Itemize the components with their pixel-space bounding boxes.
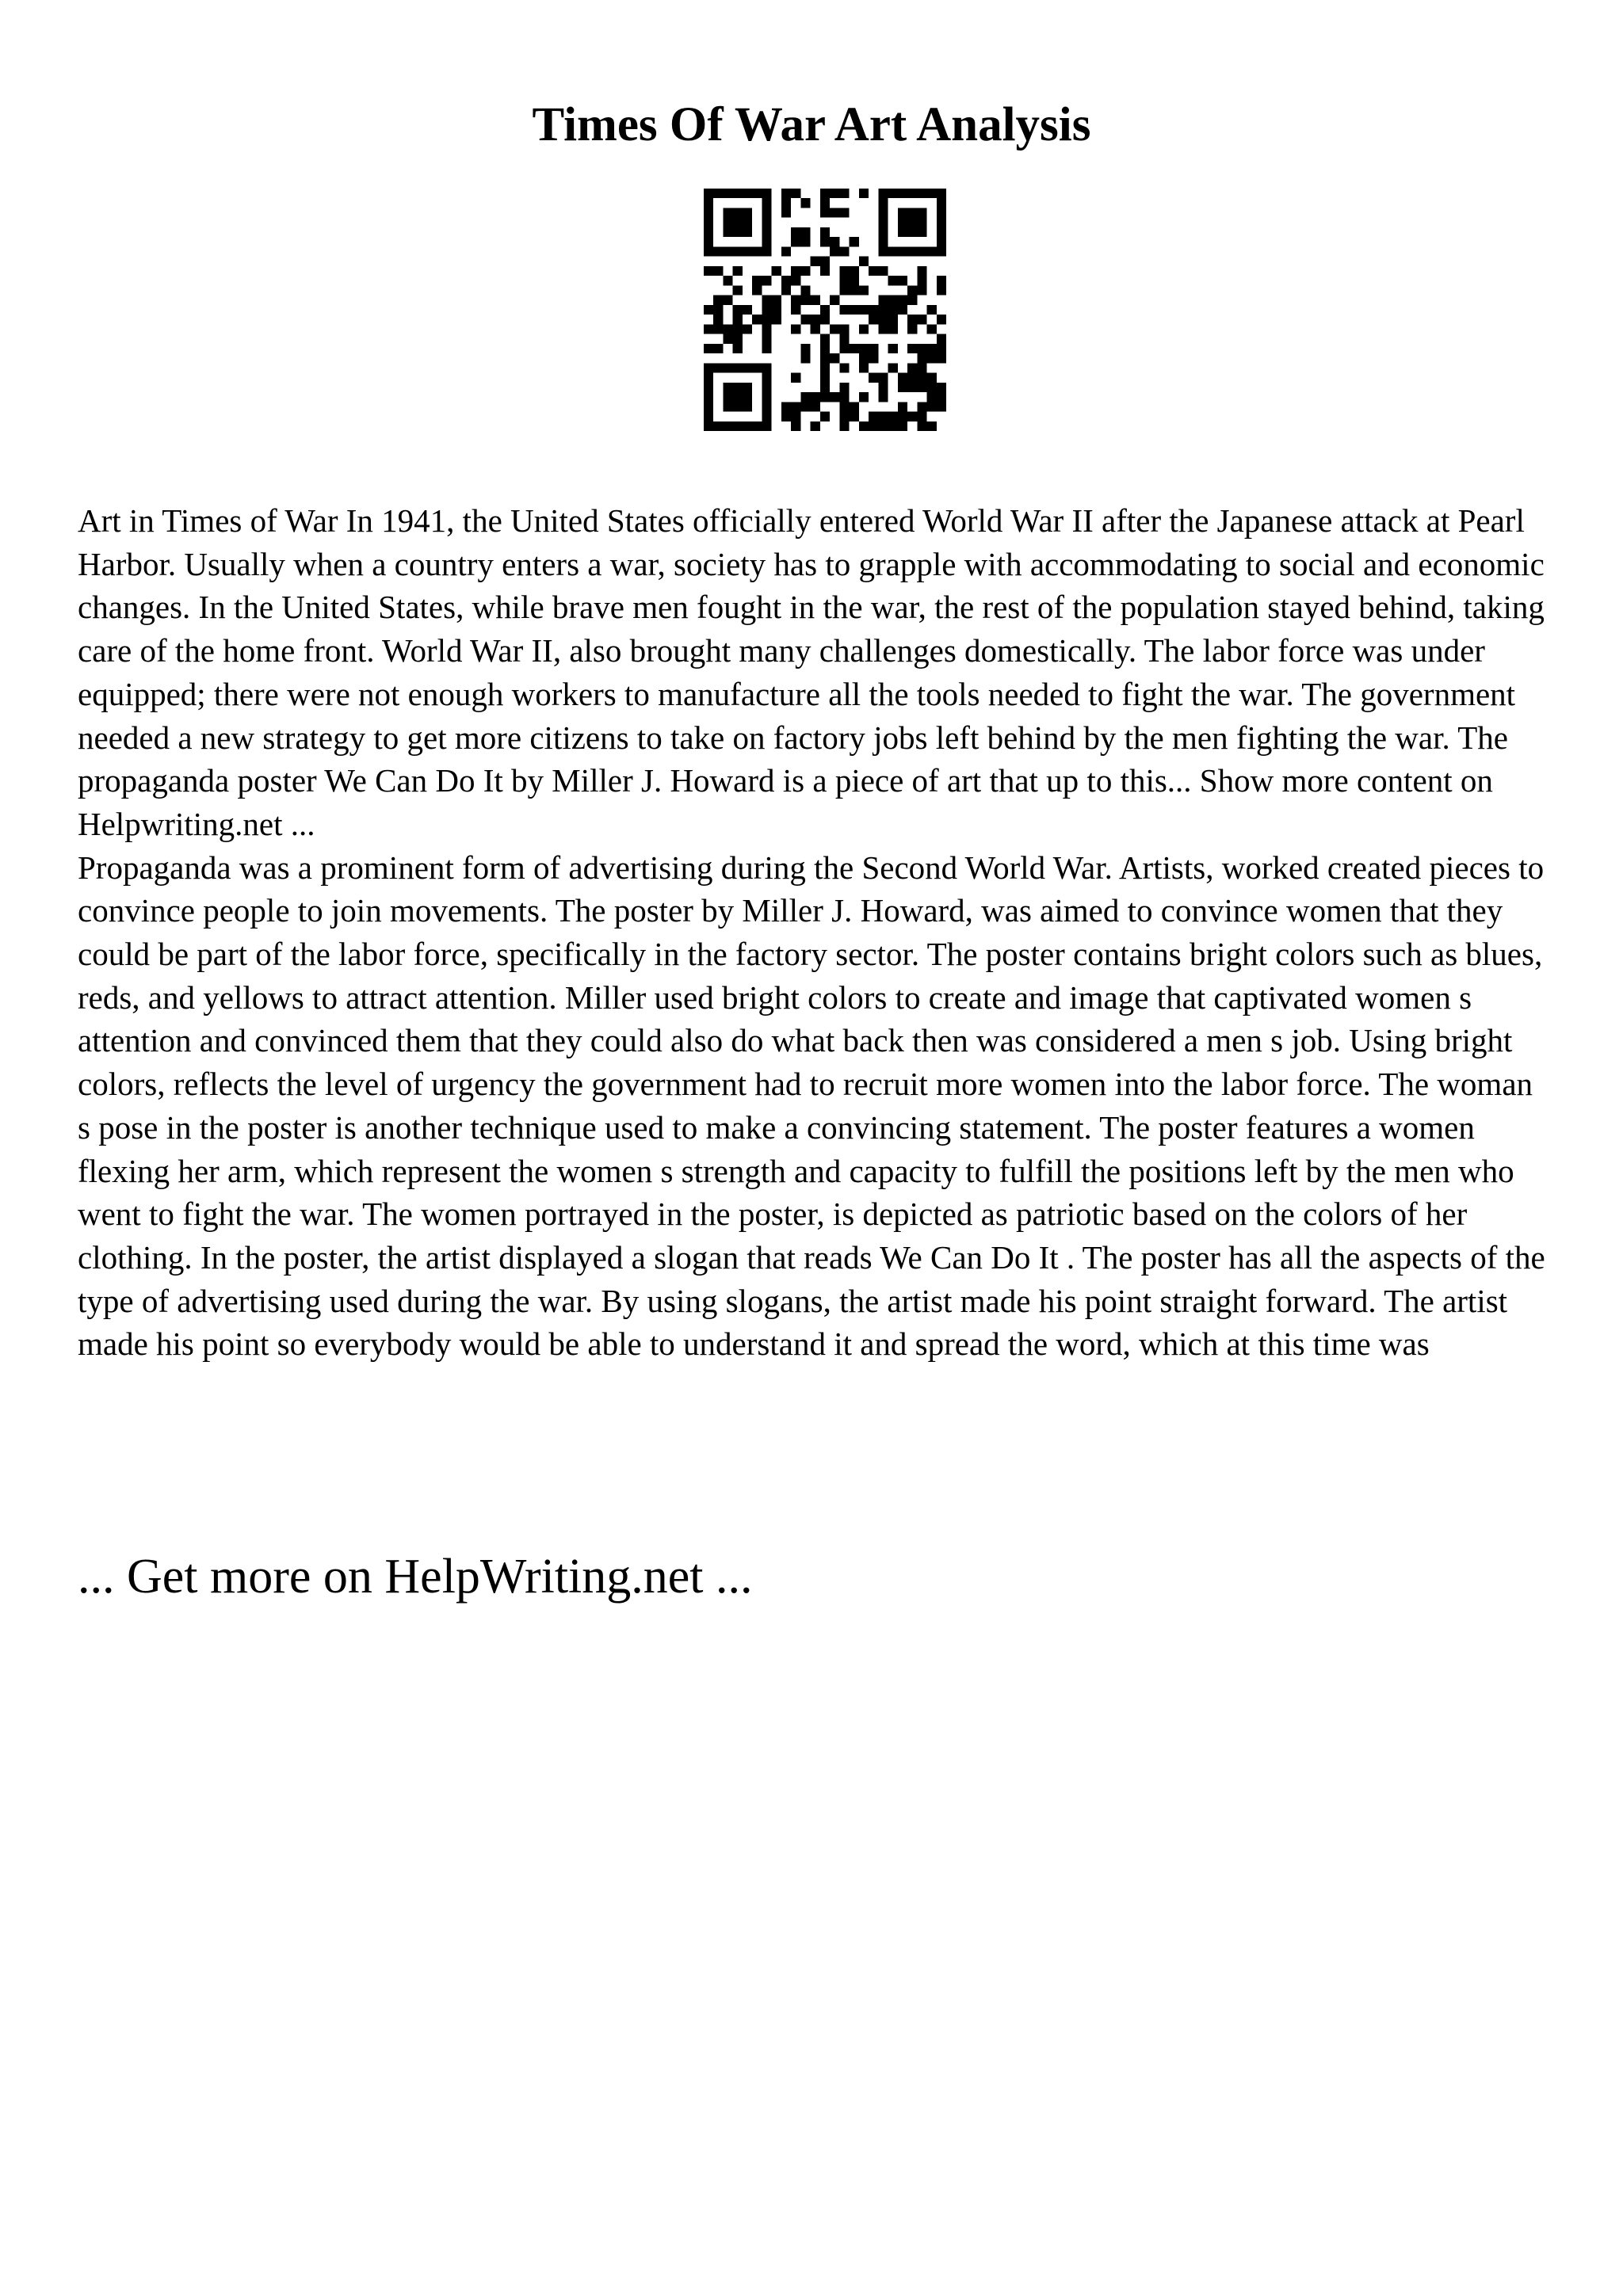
paragraph: Propaganda was a prominent form of advertising during the Second World War. Artists, worked created pieces to convince people to join movements. The poster by Miller J. Howard, was aimed to convince women that they could be part of the labor force, specifically in the factory sector. The poster contains bright colors such as blues, reds, and yellows to attract attention. Miller used bright colors to create and image that captivated women s attention and convinced them that they could also do what back then was considered a men s job. Using bright colors, reflects the level of urgency the government had to recruit more women into the labor force. The woman s pose in the poster is another technique used to make a convincing statement. The poster features a women flexing her arm, which represent the women s strength and capacity to fulfill the positions left by the men who went to fight the war. The women portrayed in the poster, is depicted as patriotic based on the colors of her clothing. In the poster, the artist displayed a slogan that reads We Can Do It . The poster has all the aspects of the type of advertising used during the war. By using slogans, the artist made his point straight forward. The artist made his point so everybody would be able to understand it and spread the word, which at this time was: [78, 849, 1545, 1363]
qr-code-icon[interactable]: [704, 189, 946, 431]
page-title: Times Of War Art Analysis: [532, 98, 1091, 151]
article-body: [78, 499, 1552, 1366]
get-more-link[interactable]: ... Get more on HelpWriting.net ...: [78, 1550, 753, 1604]
paragraph: Art in Times of War In 1941, the United States officially entered World War II after the Japanese attack at Pearl Harbor. Usually when a country enters a war, society has to grapple with accommodating to social and economic changes. In the United States, while brave men fought in the war, the rest of the population stayed behind, taking care of the home front. World War II, also brought many challenges domestically. The labor force was under equipped; there were not enough workers to manufacture all the tools needed to fight the war. The government needed a new strategy to get more citizens to take on factory jobs left behind by the men fighting the war. The propaganda poster We Can Do It by Miller J. Howard is a piece of art that up to this... Show more content on Helpwriting.net ...: [78, 502, 1545, 842]
